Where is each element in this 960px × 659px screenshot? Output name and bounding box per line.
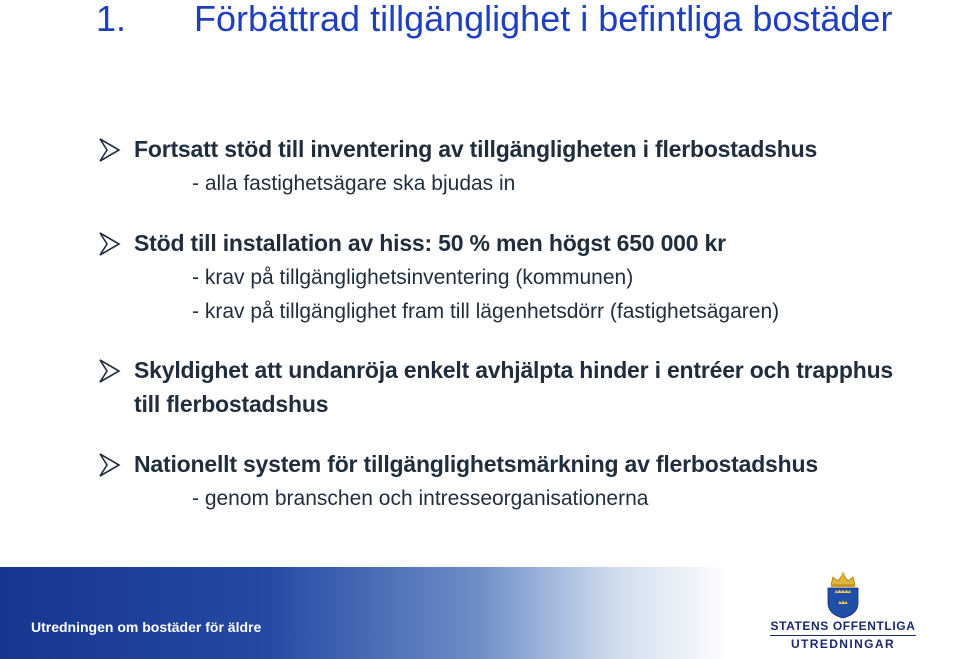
bullet-text: Fortsatt stöd till inventering av tillgängligheten i flerbostadshus	[134, 136, 818, 162]
logo-text-line2: UTREDNINGAR	[790, 637, 896, 651]
bullet-subtext: - alla fastighetsägare ska bjudas in	[192, 172, 516, 195]
sou-logo	[768, 571, 918, 655]
arrow-bullet-icon	[97, 452, 123, 478]
logo-text-line1: STATENS OFFENTLIGA	[770, 619, 916, 633]
bullet-subtext: - krav på tillgänglighetsinventering (kommunen)	[192, 266, 634, 289]
bullet-text: Nationellt system för tillgänglighetsmärkning av flerbostadshus	[134, 451, 818, 477]
title-text: Förbättrad tillgänglighet i befintliga bostäder	[194, 0, 893, 39]
bullet-text: Stöd till installation av hiss: 50 % men högst 650 000 kr	[134, 230, 726, 256]
arrow-bullet-icon	[97, 137, 123, 163]
slide-title	[0, 0, 960, 100]
arrow-bullet-icon	[97, 231, 123, 257]
footer-text: Utredningen om bostäder för äldre	[31, 619, 262, 635]
title-number: 1.	[96, 0, 127, 39]
bullet-subtext: - krav på tillgänglighet fram till lägenhetsdörr (fastighetsägaren)	[192, 300, 780, 323]
bullet-subtext: - genom branschen och intresseorganisationerna	[192, 487, 649, 510]
bullet-text: Skyldighet att undanröja enkelt avhjälpta hinder i entréer och trapphus till flerbostadshus	[134, 357, 894, 417]
arrow-bullet-icon	[97, 358, 123, 384]
sweden-crest-icon	[822, 571, 864, 619]
logo-divider	[770, 635, 916, 636]
